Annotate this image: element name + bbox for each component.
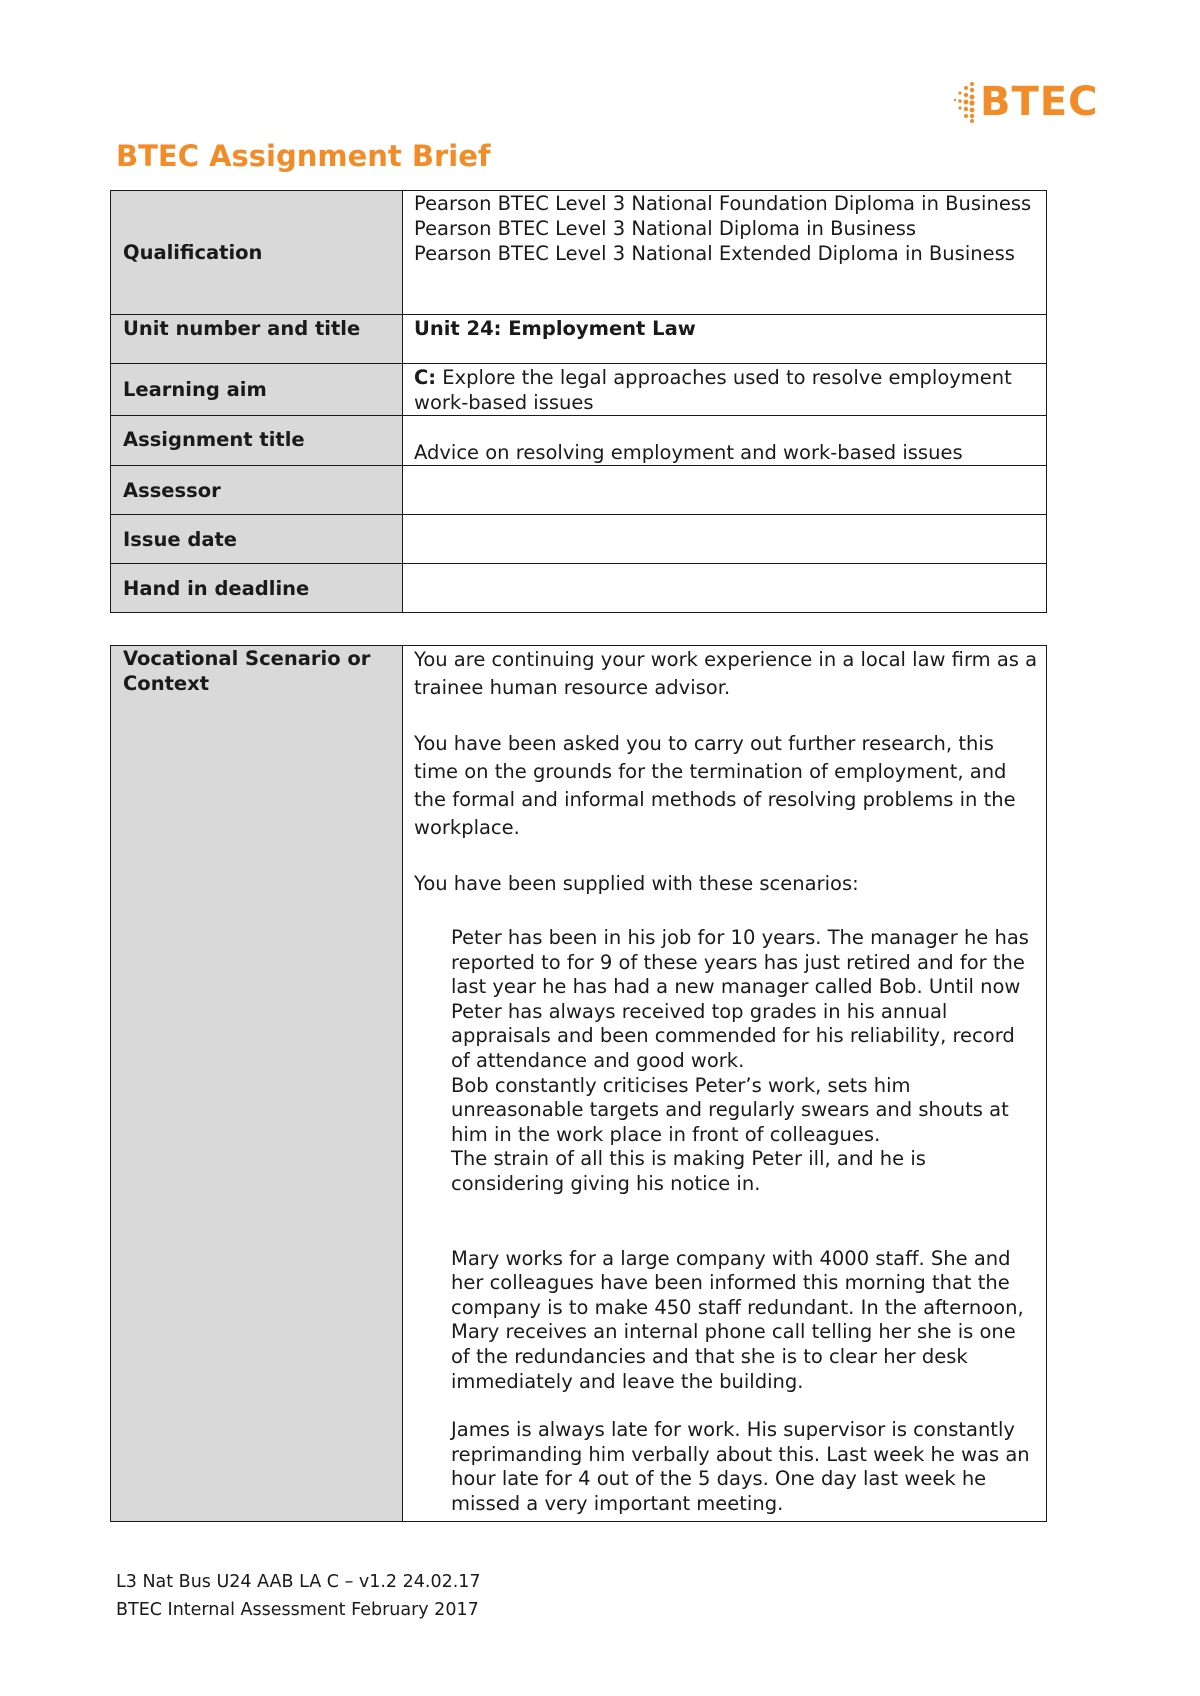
learning-aim-code: C: [414,366,437,389]
scenario-paragraph: You have been supplied with these scenarios: [414,872,859,895]
scenario-content [403,646,1047,1522]
deadline-value [403,564,1047,613]
case-text: Mary works for a large company with 4000 staff. She and her colleagues have been informed this morning that the company is to make 450 staff redundant. In the afternoon, Mary receives an internal phone call telling her she is one of the redundancies and that she is to clear her desk immediately and leave the building. [451,1246,1024,1393]
qualification-line: Pearson BTEC Level 3 National Diploma in Business [414,217,917,240]
assignment-info-table [110,190,1047,613]
unit-label: Unit number and title [111,315,403,364]
issue-date-label: Issue date [111,515,403,564]
issue-date-value [403,515,1047,564]
learning-aim-label: Learning aim [111,364,403,416]
case-text: Peter has been in his job for 10 years. The manager he has reported to for 9 of these years has just retired and for the last year he has had a new manager called Bob. Until now Peter has always received top grades in his annual appraisals and been commended for his reliability, record of attendance and good work. [451,926,1029,1072]
table-row-learning-aim [111,364,1047,416]
deadline-label: Hand in deadline [111,564,403,613]
table-row-unit [111,315,1047,364]
page-title: BTEC Assignment Brief [116,139,491,173]
unit-title: Unit 24: Employment Law [414,317,696,340]
qualification-line: Pearson BTEC Level 3 National Extended Diploma in Business [414,242,1015,265]
table-row-issue-date [111,515,1047,564]
table-row-scenario [111,646,1047,1522]
assignment-title-value: Advice on resolving employment and work-based issues [403,416,1047,466]
scenario-table [110,645,1047,1522]
case-text: James is always late for work. His supervisor is constantly reprimanding him verbally about this. Last week he was an hour late for 4 out of the 5 days. One day last week he missed a very important meeting. [451,1418,1030,1515]
table-row-assessor [111,466,1047,515]
scenario-case-james [451,1418,1038,1516]
learning-aim-text: Explore the legal approaches used to resolve employment work-based issues [414,366,1012,414]
scenario-paragraph: You are continuing your work experience in a local law firm as a trainee human resource advisor. [414,648,1038,699]
assessor-label: Assessor [111,466,403,515]
table-row-deadline [111,564,1047,613]
assessor-value [403,466,1047,515]
qualification-value [403,191,1047,315]
table-row-qualification [111,191,1047,315]
btec-logo [952,76,1102,128]
qualification-label: Qualification [111,191,403,315]
assignment-title-label: Assignment title [111,416,403,466]
table-row-assignment-title [111,416,1047,466]
case-text: Bob constantly criticises Peter’s work, sets him unreasonable targets and regularly swears and shouts at him in the work place in front of colleagues. [451,1073,1009,1146]
scenario-label: Vocational Scenario or Context [111,646,403,1522]
scenario-paragraph: You have been asked you to carry out further research, this time on the grounds for the termination of employment, and the formal and informal methods of resolving problems in the workplace. [414,732,1016,839]
learning-aim-value [403,364,1047,416]
qualification-line: Pearson BTEC Level 3 National Foundation Diploma in Business [414,192,1032,215]
footer-version: L3 Nat Bus U24 AAB LA C – v1.2 24.02.17 [116,1572,481,1592]
scenario-case-peter [451,926,1038,1197]
footer-assessment: BTEC Internal Assessment February 2017 [116,1600,479,1620]
unit-value [403,315,1047,364]
btec-logo-text: BTEC [980,79,1099,125]
page-footer [116,1568,481,1624]
scenario-case-mary [451,1247,1038,1395]
btec-dots-icon [952,80,978,124]
scenario-case-list [414,926,1038,1516]
case-text: The strain of all this is making Peter ill, and he is considering giving his notice in. [451,1147,926,1195]
